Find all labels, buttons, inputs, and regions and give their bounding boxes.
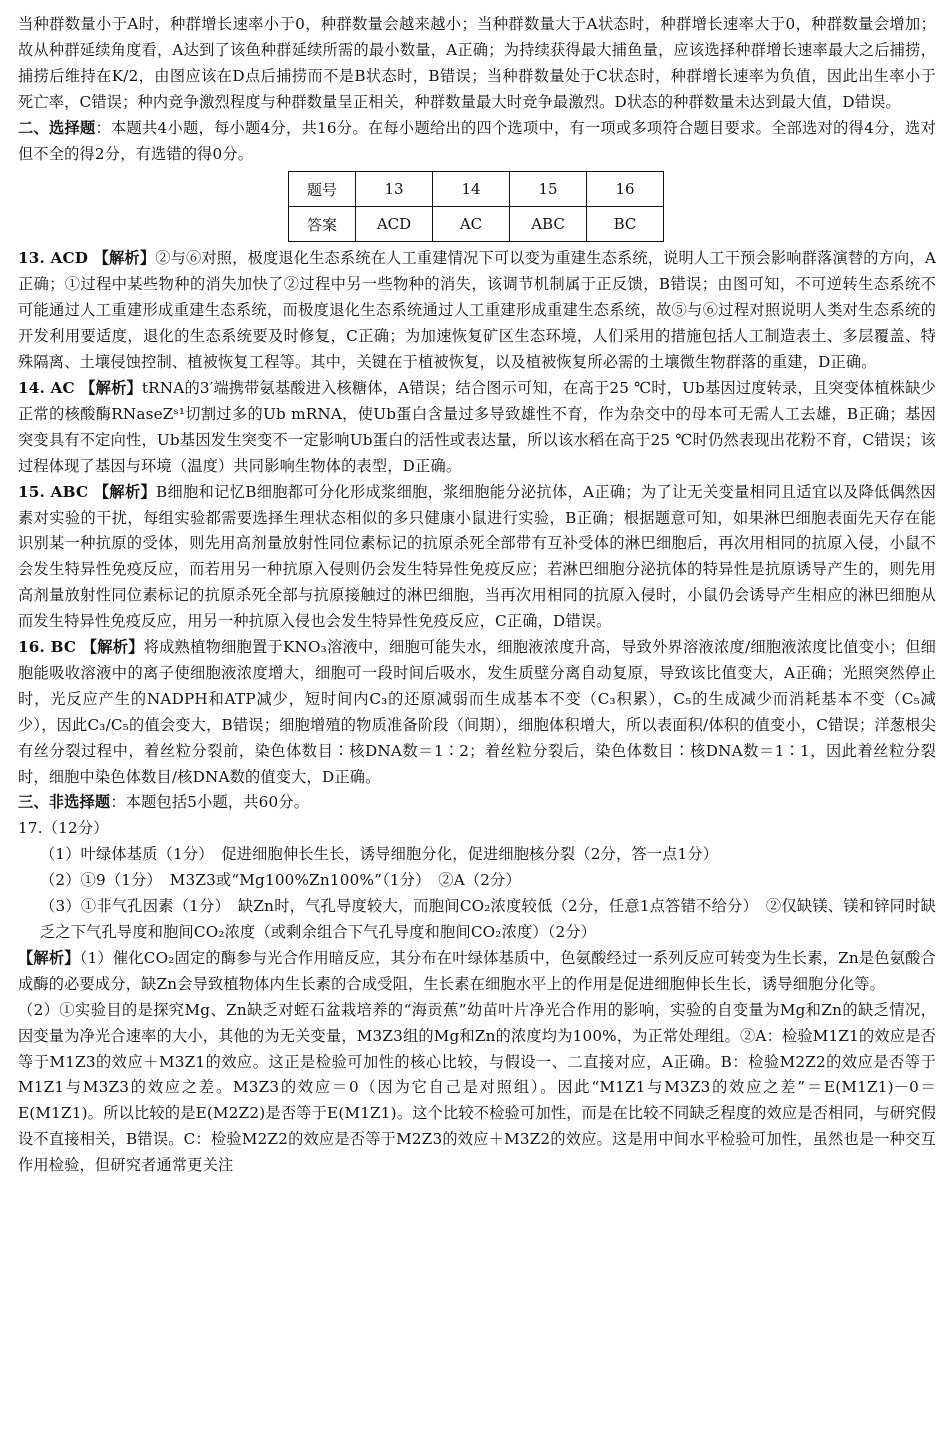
intro-paragraph: 当种群数量小于A时，种群增长速率小于0，种群数量会越来越小；当种群数量大于A状态时，种群增长速率大于0，种群数量会增加；故从种群延续角度看，A达到了该鱼种群延续所需的最小数量，A正确；为持续获得最大捕鱼量，应该选择种群增长速率最大之后捕捞，捕捞后维持在K/2，由图应该在D点后捕捞而不是B状态时，B错误；当种群数量处于C状态时，种群增长速率为负值，因此出生率小于死亡率，C错误；种内竞争激烈程度与种群数量呈正相关，种群数量最大时竞争最激烈。D状态的种群数量未达到最大值，D错误。 — [18, 15, 936, 111]
question-14-explanation — [18, 376, 936, 480]
table-cell: 题号 — [289, 172, 356, 207]
section-2-title: 二、选择题 — [18, 118, 96, 137]
answer-table — [288, 171, 664, 242]
table-row-question-numbers — [289, 172, 664, 207]
question-13-text: ②与⑥对照，极度退化生态系统在人工重建情况下可以变为重建生态系统，说明人工干预会影响群落演替的方向，A正确；①过程中某些物种的消失加快了②过程中另一些物种的消失，该调节机制属于正反馈，B错误；由图可知，不可逆转生态系统不可能通过人工重建形成重建生态系统，而极度退化生态系统通过人工重建形成重建生态系统，故⑤与⑥过程对照说明人类对生态系统的开发利用要适度，退化的生态系统要及时修复，C正确；为加速恢复矿区生态环境，人们采用的措施包括人工制造表土、多层覆盖、特殊隔离、土壤侵蚀控制、植被恢复工程等。其中，关键在于植被恢复，以及植被恢复所必需的土壤微生物群落的重建，D正确。 — [18, 249, 936, 372]
explanation-heading: 【解析】 — [18, 948, 80, 967]
table-cell: 13 — [356, 172, 433, 207]
table-cell: 16 — [587, 172, 664, 207]
question-16-text: 将成熟植物细胞置于KNO₃溶液中，细胞可能失水，细胞液浓度升高，导致外界溶液浓度/细胞液浓度比值变小；但细胞能吸收溶液中的离子使细胞液浓度增大，细胞可一段时间后吸水，发生质壁分离自动复原，导致该比值变大，A正确；光照突然停止时，光反应产生的NADPH和ATP减少，短时间内C₃的还原减弱而生成基本不变（C₃积累），C₅的生成减少而消耗基本不变（C₅减少），因此C₃/C₅的值会变大，B错误；细胞增殖的物质准备阶段（间期），细胞体积增大，所以表面积/体积的值变小，C错误；洋葱根尖有丝分裂过程中，着丝粒分裂前，染色体数目∶核DNA数＝1∶2；着丝粒分裂后，染色体数目∶核DNA数＝1∶1，因此着丝粒分裂时，细胞中染色体数目/核DNA数的值变大，D正确。 — [18, 638, 936, 786]
table-cell: 15 — [510, 172, 587, 207]
question-15-text: B细胞和记忆B细胞都可分化形成浆细胞，浆细胞能分泌抗体，A正确；为了让无关变量相同且适宜以及降低偶然因素对实验的干扰，每组实验都需要选择生理状态相似的多只健康小鼠进行实验，B正确；根据题意可知，如果淋巴细胞表面先天存在能识别某一种抗原的受体，则先用高剂量放射性同位素标记的抗原杀死全部带有互补受体的淋巴细胞后，再次用相同的抗原入侵，小鼠不会发生特异性免疫反应，而若用另一种抗原入侵则仍会发生特异性免疫反应；若淋巴细胞分泌抗体的特异性是抗原诱导产生的，则先用高剂量放射性同位素标记的抗原杀死全部与抗原接触过的淋巴细胞，当再次用相同的抗原入侵时，小鼠仍会诱导产生相应的淋巴细胞从而发生特异性免疫反应，用另一种抗原入侵也会发生特异性免疫反应，C正确，D错误。 — [18, 482, 936, 631]
section-3-title: 三、非选择题 — [18, 793, 111, 812]
explanation-part-1: （1）催化CO₂固定的酶参与光合作用暗反应，其分布在叶绿体基质中，色氨酸经过一系列反应可转变为生长素，Zn是色氨酸合成酶的必要成分，缺Zn会导致植物体内生长素的合成受阻，生长素在细胞水平上的作用是促进细胞伸长生长，诱导细胞分化等。 — [18, 948, 936, 993]
question-17-explanation-1 — [18, 946, 936, 998]
document-page — [18, 12, 936, 1179]
question-16-heading: 16. BC 【解析】 — [18, 638, 144, 657]
question-17-heading: 17.（12分） — [18, 819, 109, 838]
table-cell: 答案 — [289, 207, 356, 242]
table-cell: BC — [587, 207, 664, 242]
question-15-heading: 15. ABC 【解析】 — [18, 482, 157, 501]
table-row-answers — [289, 207, 664, 242]
question-14-text: tRNA的3′端携带氨基酸进入核糖体，A错误；结合图示可知，在高于25 ℃时，Ub基因过度转录，且突变体植株缺少正常的核酸酶RNaseZˢ¹切割过多的Ub mRNA，使Ub蛋白含量过多导致雄性不育，作为杂交中的母本可无需人工去雄，B正确；基因突变具有不定向性，Ub基因发生突变不一定影响Ub蛋白的活性或表达量，所以该水稻在高于25 ℃时仍然表现出花粉不育，C错误；该过程体现了基因与环境（温度）共同影响生物体的表型，D正确。 — [18, 378, 936, 475]
table-cell: ABC — [510, 207, 587, 242]
section-3-instructions: ：本题包括5小题，共60分。 — [110, 793, 310, 812]
question-16-explanation — [18, 635, 936, 790]
question-17-explanation-2: （2）①实验目的是探究Mg、Zn缺乏对蛭石盆栽培养的“海贡蕉”幼苗叶片净光合作用的影响，实验的自变量为Mg和Zn的缺乏情况，因变量为净光合速率的大小，其他的为无关变量，M3Z3组的Mg和Zn的浓度均为100%，为正常处理组。②A：检验M1Z1的效应是否等于M1Z3的效应＋M3Z1的效应。这正是检验可加性的核心比较，与假设一、二直接对应，A正确。B：检验M2Z2的效应是否等于M1Z1与M3Z3的效应之差。M3Z3的效应＝0（因为它自己是对照组）。因此“M1Z1与M3Z3的效应之差”＝E(M1Z1)－0＝E(M1Z1)。所以比较的是E(M2Z2)是否等于E(M1Z1)。这个比较不检验可加性，而是在比较不同缺乏程度的效应是否相同，与研究假设不直接相关，B错误。C：检验M2Z2的效应是否等于M2Z3的效应＋M3Z2的效应。这是用中间水平检验可加性，虽然也是一种交互作用检验，但研究者通常更关注 — [18, 1000, 936, 1175]
table-cell: 14 — [433, 172, 510, 207]
table-cell: AC — [433, 207, 510, 242]
section-2-instructions: ：本题共4小题，每小题4分，共16分。在每小题给出的四个选项中，有一项或多项符合题目要求。全部选对的得4分，选对但不全的得2分，有选错的得0分。 — [18, 118, 936, 163]
question-17-answer-2: （2）①9（1分） M3Z3或“Mg100%Zn100%”（1分） ②A（2分） — [40, 871, 521, 890]
question-13-heading: 13. ACD 【解析】 — [18, 249, 156, 268]
question-15-explanation — [18, 480, 936, 635]
question-17-answer-3: （3）①非气孔因素（1分） 缺Zn时，气孔导度较大，而胞间CO₂浓度较低（2分，任意1点答错不给分） ②仅缺镁、镁和锌同时缺乏之下气孔导度和胞间CO₂浓度（或剩余组合下气孔导度和胞间CO₂浓度）（2分） — [40, 897, 936, 941]
question-13-explanation — [18, 246, 936, 376]
table-cell: ACD — [356, 207, 433, 242]
question-17-answer-1: （1）叶绿体基质（1分） 促进细胞伸长生长，诱导细胞分化，促进细胞核分裂（2分，答一点1分） — [40, 845, 719, 864]
question-14-heading: 14. AC 【解析】 — [18, 378, 142, 397]
